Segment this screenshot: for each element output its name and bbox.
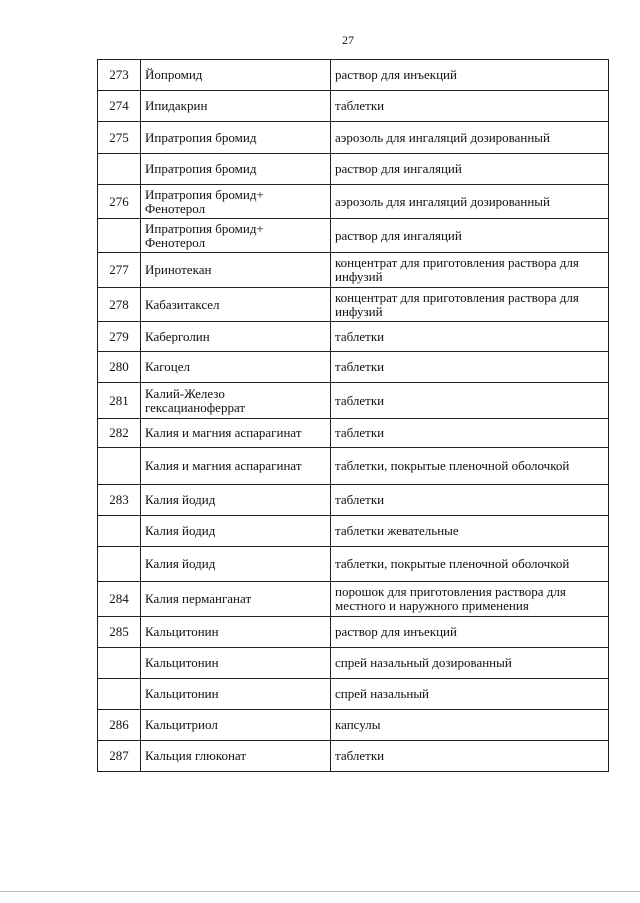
table-row <box>98 547 609 582</box>
row-number: 283 <box>98 485 141 516</box>
row-number: 278 <box>98 288 141 322</box>
drug-name: Калия и магния аспарагинат <box>141 448 331 485</box>
row-number <box>98 154 141 185</box>
drug-name: Кальцитонин <box>141 617 331 648</box>
table-row <box>98 516 609 547</box>
drug-name: Йопромид <box>141 60 331 91</box>
dosage-form: таблетки, покрытые пленочной оболочкой <box>331 448 609 485</box>
page-bottom-rule <box>0 891 640 892</box>
page-number: 27 <box>342 33 354 47</box>
dosage-form: раствор для ингаляций <box>331 219 609 253</box>
dosage-form: таблетки <box>331 91 609 122</box>
table-row <box>98 448 609 485</box>
row-number: 284 <box>98 582 141 617</box>
drug-name: Кабазитаксел <box>141 288 331 322</box>
table-row <box>98 154 609 185</box>
drug-name: Иринотекан <box>141 253 331 288</box>
row-number <box>98 448 141 485</box>
dosage-form: спрей назальный <box>331 679 609 710</box>
dosage-form: спрей назальный дозированный <box>331 648 609 679</box>
table-row <box>98 419 609 448</box>
dosage-form: раствор для инъекций <box>331 617 609 648</box>
row-number: 274 <box>98 91 141 122</box>
dosage-form: таблетки <box>331 741 609 772</box>
drug-name: Ипратропия бромид <box>141 122 331 154</box>
row-number <box>98 219 141 253</box>
dosage-form: таблетки <box>331 322 609 352</box>
table-row <box>98 485 609 516</box>
table-row <box>98 710 609 741</box>
drug-name: Ипидакрин <box>141 91 331 122</box>
table-row <box>98 648 609 679</box>
table-row <box>98 352 609 383</box>
table-row <box>98 582 609 617</box>
drug-table-body <box>98 60 609 772</box>
row-number: 279 <box>98 322 141 352</box>
table-row <box>98 185 609 219</box>
drug-name: Кальцитонин <box>141 679 331 710</box>
table-row <box>98 122 609 154</box>
drug-name: Калия йодид <box>141 485 331 516</box>
table-row <box>98 679 609 710</box>
dosage-form: концентрат для приготовления раствора для инфузий <box>331 288 609 322</box>
dosage-form: таблетки <box>331 383 609 419</box>
drug-name: Калия йодид <box>141 547 331 582</box>
dosage-form: таблетки <box>331 352 609 383</box>
drug-name: Ипратропия бромид+ Фенотерол <box>141 185 331 219</box>
table-row <box>98 219 609 253</box>
drug-name: Ипратропия бромид <box>141 154 331 185</box>
drug-name: Каберголин <box>141 322 331 352</box>
row-number: 286 <box>98 710 141 741</box>
table-row <box>98 60 609 91</box>
table-row <box>98 322 609 352</box>
row-number <box>98 547 141 582</box>
drug-name: Калий-Железо гексацианоферрат <box>141 383 331 419</box>
row-number: 281 <box>98 383 141 419</box>
dosage-form: концентрат для приготовления раствора для инфузий <box>331 253 609 288</box>
row-number: 287 <box>98 741 141 772</box>
drug-name: Калия йодид <box>141 516 331 547</box>
drug-name: Калия перманганат <box>141 582 331 617</box>
dosage-form: капсулы <box>331 710 609 741</box>
row-number <box>98 648 141 679</box>
table-row <box>98 617 609 648</box>
dosage-form: аэрозоль для ингаляций дозированный <box>331 185 609 219</box>
dosage-form: раствор для инъекций <box>331 60 609 91</box>
dosage-form: порошок для приготовления раствора для местного и наружного применения <box>331 582 609 617</box>
table-row <box>98 741 609 772</box>
dosage-form: таблетки <box>331 419 609 448</box>
row-number: 275 <box>98 122 141 154</box>
row-number: 280 <box>98 352 141 383</box>
drug-name: Калия и магния аспарагинат <box>141 419 331 448</box>
table-row <box>98 383 609 419</box>
row-number: 276 <box>98 185 141 219</box>
table-row <box>98 253 609 288</box>
drug-table <box>97 59 609 772</box>
drug-name: Кальцитриол <box>141 710 331 741</box>
dosage-form: таблетки <box>331 485 609 516</box>
dosage-form: таблетки, покрытые пленочной оболочкой <box>331 547 609 582</box>
row-number: 273 <box>98 60 141 91</box>
dosage-form: таблетки жевательные <box>331 516 609 547</box>
row-number: 285 <box>98 617 141 648</box>
row-number <box>98 516 141 547</box>
drug-name: Ипратропия бромид+ Фенотерол <box>141 219 331 253</box>
drug-name: Кагоцел <box>141 352 331 383</box>
row-number: 282 <box>98 419 141 448</box>
table-row <box>98 91 609 122</box>
row-number <box>98 679 141 710</box>
row-number: 277 <box>98 253 141 288</box>
dosage-form: аэрозоль для ингаляций дозированный <box>331 122 609 154</box>
drug-name: Кальция глюконат <box>141 741 331 772</box>
table-row <box>98 288 609 322</box>
drug-name: Кальцитонин <box>141 648 331 679</box>
dosage-form: раствор для ингаляций <box>331 154 609 185</box>
